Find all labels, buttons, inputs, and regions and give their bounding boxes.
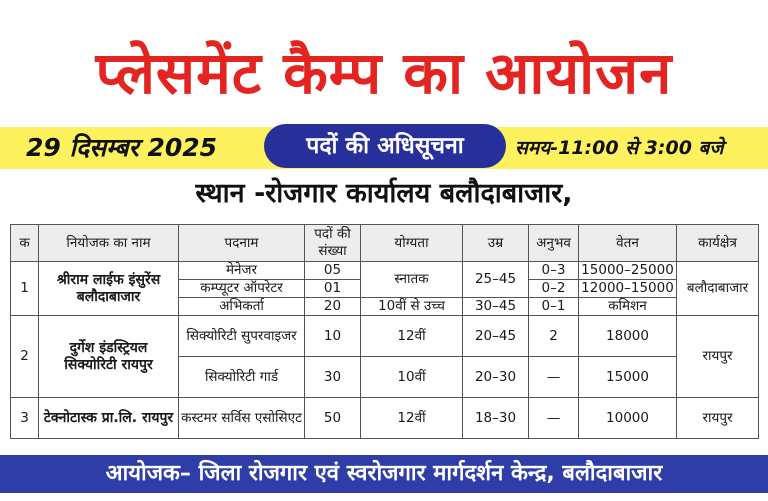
workplace: बलौदाबाजार [677,262,759,316]
event-date: 29 दिसम्बर 2025 [26,133,218,162]
post-title: सिक्योरिटी गार्ड [179,357,305,398]
post-experience: — [529,398,579,439]
post-title: मेनेजर [179,262,305,280]
post-count: 20 [305,298,361,316]
row-serial: 2 [11,316,39,398]
post-qualification: 10वीं से उच्च [361,298,463,316]
header-age: उम्र [463,225,529,262]
header-count: पदों की संख्या [305,225,361,262]
employer-name: श्रीराम लाईफ इंसुरेंस बलौदाबाजार [39,262,179,316]
post-qualification: 10वीं [361,357,463,398]
header-workplace: कार्यक्षेत्र [677,225,759,262]
employer-name: दुर्गेश इंडस्ट्रियल सिक्योरिटी रायपुर [39,316,179,398]
page-title: प्लेसमेंट कैम्प का आयोजन [95,39,673,107]
notice-badge: पदों की अधिसूचना [264,124,506,168]
header-post: पदनाम [179,225,305,262]
employer-name: टेक्नोटास्क प्रा.लि. रायपुर [39,398,179,439]
row-serial: 1 [11,262,39,316]
post-salary: 15000 [579,357,677,398]
header-serial: क [11,225,39,262]
post-salary: 10000 [579,398,677,439]
post-experience: — [529,357,579,398]
table-row [11,316,759,357]
post-count: 01 [305,280,361,298]
post-age: 30–45 [463,298,529,316]
post-count: 05 [305,262,361,280]
post-age: 18–30 [463,398,529,439]
post-salary: 12000–15000 [579,280,677,298]
header-qualification: योग्यता [361,225,463,262]
header-salary: वेतन [579,225,677,262]
post-salary: 18000 [579,316,677,357]
event-time: समय-11:00 से 3:00 बजे [515,137,724,159]
post-qualification: 12वीं [361,316,463,357]
post-experience: 2 [529,316,579,357]
post-count: 30 [305,357,361,398]
post-experience: 0–2 [529,280,579,298]
venue-line: स्थान -रोजगार कार्यालय बलौदाबाजार, [195,178,573,209]
organizer-footer: आयोजक– जिला रोजगार एवं स्वरोजगार मार्गदर्शन केन्द्र, बलौदाबाजार [0,455,768,493]
header-experience: अनुभव [529,225,579,262]
workplace: रायपुर [677,398,759,439]
post-age: 20–45 [463,316,529,357]
post-age: 25–45 [463,262,529,298]
post-title: सिक्योरिटी सुपरवाइजर [179,316,305,357]
post-experience: 0–1 [529,298,579,316]
jobs-table [10,224,759,439]
workplace: रायपुर [677,316,759,398]
post-qualification: 12वीं [361,398,463,439]
post-qualification: स्नातक [361,262,463,298]
table-row [11,262,759,280]
post-title: कम्प्यूटर ऑपरेटर [179,280,305,298]
table-header-row [11,225,759,262]
post-title: अभिकर्ता [179,298,305,316]
post-salary: कमिशन [579,298,677,316]
table-row [11,398,759,439]
post-salary: 15000–25000 [579,262,677,280]
post-title: कस्टमर सर्विस एसोसिएट [179,398,305,439]
post-count: 50 [305,398,361,439]
post-age: 20–30 [463,357,529,398]
post-experience: 0–3 [529,262,579,280]
row-serial: 3 [11,398,39,439]
header-employer: नियोजक का नाम [39,225,179,262]
post-count: 10 [305,316,361,357]
